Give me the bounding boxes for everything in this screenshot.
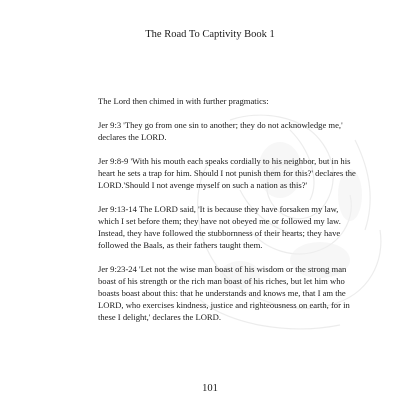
verse-paragraph: Jer 9:23-24 'Let not the wise man boast of his wisdom or the strong man boast of his strength or the rich man boast of his riches, but let him who boasts boast about this: that he understands and knows me, that I am the LORD, who exercises kindness, justice and righteousness on earth, for in these I delight,' declares the LORD. <box>98 264 350 322</box>
verse-paragraph: Jer 9:13-14 The LORD said, 'It is because they have forsaken my law, which I set before them; they have not obeyed me or followed my law. Instead, they have followed the stubbornness of their hearts; they have followed the Baals, as their fathers taught them. <box>98 204 341 250</box>
running-header: The Road To Captivity Book 1 <box>145 29 275 40</box>
intro-paragraph: The Lord then chimed in with further pragmatics: <box>98 96 269 106</box>
verse-paragraph: Jer 9:8-9 'With his mouth each speaks cordially to his neighbor, but in his heart he sets a trap for him. Should I not punish them for this?' declares the LORD.'Should I not avenge myself on such a nation as this?' <box>98 156 356 190</box>
verse-paragraph: Jer 9:3 'They go from one sin to another; they do not acknowledge me,' declares the LORD. <box>98 120 343 142</box>
page-body <box>98 95 356 335</box>
page-number: 101 <box>202 383 218 394</box>
